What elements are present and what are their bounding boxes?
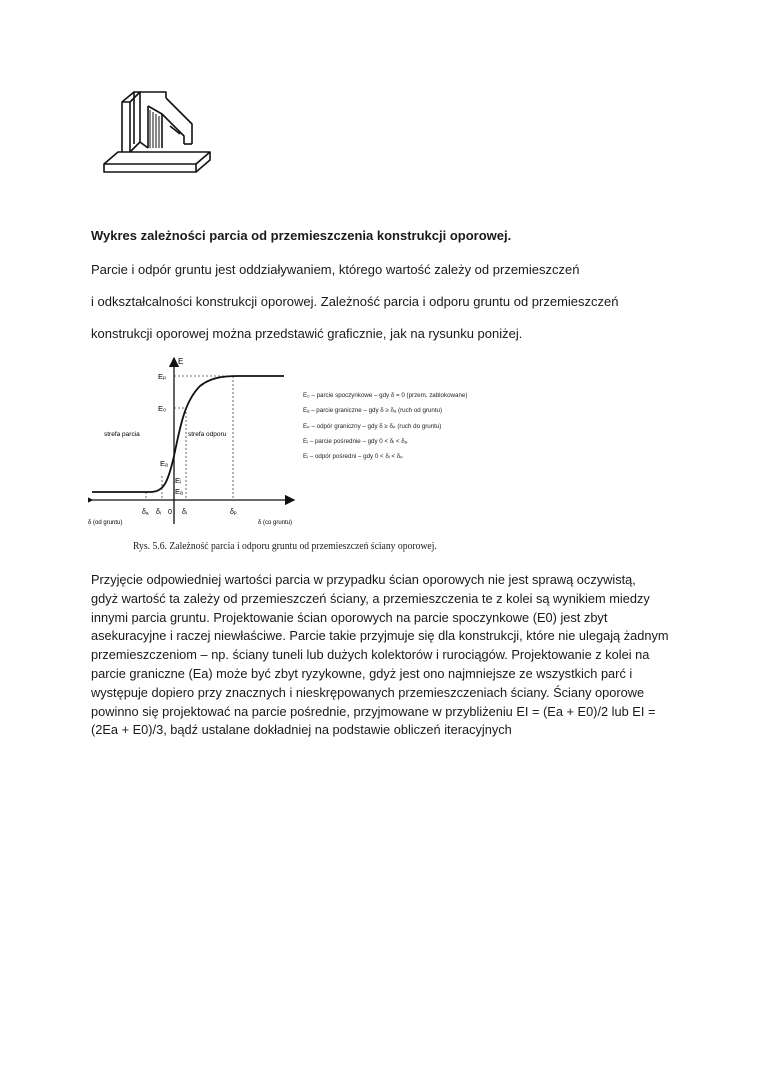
retaining-wall-sketch [100, 84, 212, 179]
label-e0: E₀ [158, 404, 167, 413]
x-tick-di-right: δᵢ [182, 509, 187, 516]
x-tick-dp: δₚ [230, 509, 237, 516]
chart-legend [303, 388, 467, 464]
body-paragraph [91, 571, 691, 740]
body-line: powinno się projektować na parcie pośrednie, przyjmowane w przybliżeniu EI = (Ea + E0)/2 lub EI = [91, 703, 656, 719]
intro-line-1: Parcie i odpór gruntu jest oddziaływaniem, którego wartość zależy od przemieszczeń [91, 262, 580, 277]
legend-item-ei-parcie: Eᵢ – parcie pośrednie – gdy 0 < δᵢ < δₐ [303, 437, 408, 445]
legend-item-ei-odpor: Eᵢ – odpór pośredni – gdy 0 < δᵢ < δₚ [303, 453, 403, 461]
body-line: innymi parcia gruntu. Projektowanie ścian oporowych na parcie spoczynkowe (E0) jest zbyt [91, 609, 608, 625]
label-ep: Eₚ [158, 372, 167, 381]
body-line: asekuracyjne i raczej niewłaściwe. Parcie takie przyjmuje się dla konstrukcji, które nie ulegają żadnym [91, 628, 669, 644]
body-line: parcie graniczne (Ea) może być zbyt ryzykowne, gdyż jest ono najmniejsze ze wszystkich parć i [91, 665, 633, 681]
zone-left-label: strefa parcia [104, 431, 140, 438]
xlabel-left: δ (od gruntu) [88, 520, 123, 526]
x-tick-da: δₐ [142, 509, 149, 516]
intro-line-2: i odkształcalności konstrukcji oporowej. Zależność parcia i odporu gruntu od przemieszczeń [91, 294, 619, 309]
zone-right-label: strefa odporu [188, 431, 227, 438]
x-tick-zero: 0 [168, 509, 172, 516]
x-tick-di-left: δᵢ [156, 509, 161, 516]
body-line: Przyjęcie odpowiedniej wartości parcia w przypadku ścian oporowych nie jest sprawą oczywistą, [91, 572, 636, 587]
body-line: gdyż wartość ta zależy od przemieszczeń ściany, a przemieszczenia te z kolei są wynikiem miedzy [91, 590, 650, 606]
intro-line-3: konstrukcji oporowej można przedstawić graficznie, jak na rysunku poniżej. [91, 326, 523, 341]
body-line: występuje dopiero przy znacznych i nieskrępowanych przemieszczeniach ściany. Ściany oporowe [91, 684, 645, 700]
xlabel-right: δ (co gruntu) [258, 520, 293, 526]
figure-caption: Rys. 5.6. Zależność parcia i odporu gruntu od przemieszczeń ściany oporowej. [133, 541, 437, 552]
label-ei: Eᵢ [175, 476, 182, 485]
y-axis-label: E [178, 357, 184, 366]
section-heading: Wykres zależności parcia od przemieszczenia konstrukcji oporowej. [91, 228, 512, 243]
label-ea-low: Eₐ [160, 459, 168, 468]
label-ea-bottom: Eₐ [175, 487, 183, 496]
body-line: (2Ea + E0)/3, bądź ustalane dokładniej na podstawie obliczeń iteracyjnych [91, 722, 512, 738]
body-line: przemieszczeniom – np. ściany tuneli lub dużych kolektorów i rurociągów. Projektowanie z kolei na [91, 647, 650, 663]
legend-item-ea: Eₐ – parcie graniczne – gdy δ ≥ δₐ (ruch od gruntu) [303, 407, 443, 415]
legend-item-ep: Eₚ – odpór graniczny – gdy δ ≥ δₚ (ruch do gruntu) [303, 422, 442, 430]
legend-item-e0: E₀ – parcie spoczynkowe – gdy δ = 0 (przem. zablokowane) [303, 392, 468, 399]
